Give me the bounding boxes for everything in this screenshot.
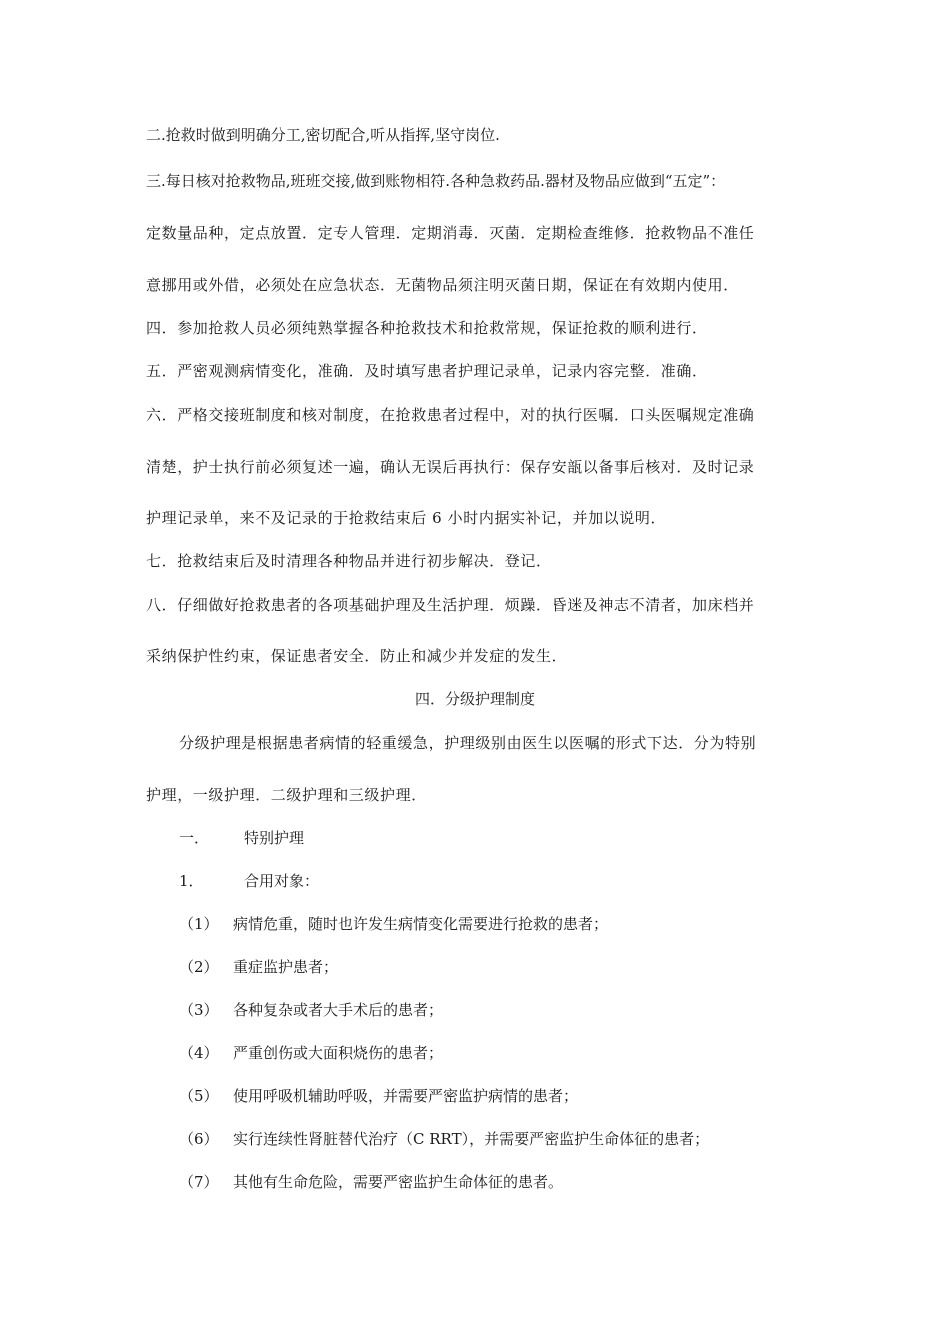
intro-line: 分级护理是根据患者病情的轻重缓急，护理级别由医生以医嘱的形式下达．分为特别	[179, 734, 757, 752]
list-item-number: （1）	[179, 915, 219, 933]
list-item-text: 病情危重，随时也许发生病情变化需要进行抢救的患者；	[233, 915, 609, 933]
subheading-special-care	[179, 828, 304, 848]
list-item-number: （3）	[179, 1001, 219, 1019]
list-item-text: 使用呼吸机辅助呼吸，并需要严密监护病情的患者；	[233, 1087, 579, 1105]
paragraph-line: 四．参加抢救人员必须纯熟掌握各种抢救技术和抢救常规，保证抢救的顺利进行．	[146, 319, 708, 337]
subheading-text: 合用对象：	[244, 872, 320, 890]
paragraph-line: 护理记录单，来不及记录的于抢救结束后 6 小时内据实补记，并加以说明．	[146, 509, 667, 527]
paragraph-line: 定数量品种，定点放置．定专人管理．定期消毒．灭菌．定期检查维修．抢救物品不准任	[146, 224, 755, 242]
list-item	[179, 1172, 563, 1192]
list-item	[179, 1043, 443, 1063]
list-item-text: 严重创伤或大面积烧伤的患者；	[233, 1044, 444, 1062]
list-item-text: 其他有生命危险，需要严密监护生命体征的患者。	[233, 1173, 564, 1191]
list-item	[179, 914, 608, 934]
list-item	[179, 957, 338, 977]
list-item-text: 实行连续性肾脏替代治疗（C RRT），并需要严密监护生命体征的患者；	[233, 1130, 710, 1148]
paragraph-line: 二.抢救时做到明确分工,密切配合,听从指挥,坚守岗位.	[146, 126, 500, 144]
paragraph-line: 五．严密观测病情变化，准确．及时填写患者护理记录单，记录内容完整．准确．	[146, 362, 708, 380]
paragraph-line: 采纳保护性约束，保证患者安全．防止和减少并发症的发生．	[146, 647, 568, 665]
paragraph-line: 八．仔细做好抢救患者的各项基础护理及生活护理．烦躁．昏迷及神志不清者，加床档并	[146, 596, 755, 614]
list-item-number: （5）	[179, 1087, 219, 1105]
list-item-number: （7）	[179, 1173, 219, 1191]
list-item	[179, 1129, 709, 1149]
list-item	[179, 1000, 443, 1020]
subheading-applicable-targets	[179, 871, 319, 891]
list-item	[179, 1086, 578, 1106]
subheading-text: 特别护理	[244, 829, 305, 847]
paragraph-line: 六．严格交接班制度和核对制度，在抢救患者过程中，对的执行医嘱．口头医嘱规定准确	[146, 406, 755, 424]
list-item-number: （2）	[179, 958, 219, 976]
paragraph-line: 七．抢救结束后及时清理各种物品并进行初步解决．登记．	[146, 552, 552, 570]
section-title: 四．分级护理制度	[414, 690, 535, 708]
list-item-number: （4）	[179, 1044, 219, 1062]
list-item-number: （6）	[179, 1130, 219, 1148]
subheading-number: 一．	[179, 829, 210, 847]
list-item-text: 各种复杂或者大手术后的患者；	[233, 1001, 444, 1019]
paragraph-line: 清楚，护士执行前必须复述一遍，确认无误后再执行：保存安瓿以备事后核对．及时记录	[146, 458, 755, 476]
intro-line: 护理，一级护理．二级护理和三级护理．	[146, 786, 427, 804]
paragraph-line: 三.每日核对抢救物品,班班交接,做到账物相符.各种急救药品.器材及物品应做到“五定”：	[146, 172, 726, 190]
subheading-number: 1．	[179, 872, 204, 890]
paragraph-line: 意挪用或外借，必须处在应急状态．无菌物品须注明灭菌日期，保证在有效期内使用．	[146, 276, 739, 294]
list-item-text: 重症监护患者；	[233, 958, 339, 976]
